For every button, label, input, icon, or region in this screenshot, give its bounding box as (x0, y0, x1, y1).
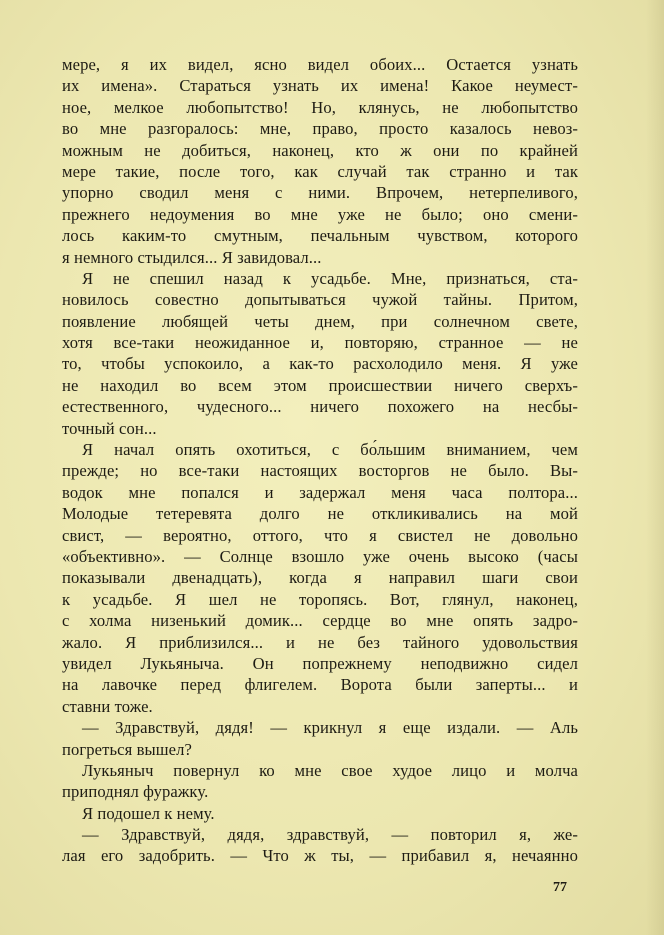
text-line: точный сон... (62, 418, 157, 438)
text-line: то, чтобы успокоило, а как-то расхолодило меня. Я уже (62, 354, 578, 374)
text-line: свист, — вероятно, оттого, что я свистел не довольно (62, 525, 578, 545)
text-line: прежнего недоумения во мне уже не было; оно смени- (62, 204, 578, 224)
text-line: жало. Я приблизился... и не без тайного удовольствия (62, 632, 578, 652)
text-line: Молодые тетеревята долго не откликивались на мой (62, 504, 578, 524)
text-line: — Здравствуй, дядя, здравствуй, — повторил я, же- (82, 825, 578, 845)
text-line: я немного стыдился... Я завидовал... (62, 247, 322, 267)
text-line: — Здравствуй, дядя! — крикнул я еще издали. — Аль (82, 718, 578, 738)
page-body-text (62, 54, 578, 867)
text-line: ставни тоже. (62, 696, 153, 716)
text-line: погреться вышел? (62, 739, 192, 759)
text-line: прежде; но все-таки настоящих восторгов не было. Вы- (62, 461, 578, 481)
text-line: во мне разгоралось: мне, право, просто казалось невоз- (62, 119, 578, 139)
page-edge-shadow (646, 0, 664, 935)
text-line: появление любящей четы днем, при солнечном свете, (62, 311, 578, 331)
text-line: к усадьбе. Я шел не торопясь. Вот, глянул, наконец, (62, 589, 578, 609)
text-line: ное, мелкое любопытство! Но, клянусь, не любопытство (62, 97, 578, 117)
text-line: на лавочке перед флигелем. Ворота были заперты... и (62, 675, 578, 695)
text-line: Я не спешил назад к усадьбе. Мне, признаться, ста- (82, 268, 578, 288)
text-line: их имена». Стараться узнать их имена! Какое неумест- (62, 76, 578, 96)
text-line: мере такие, после того, как случай так странно и так (62, 161, 578, 181)
text-line: с холма низенький домик... сердце во мне опять задро- (62, 611, 578, 631)
text-line: Я начал опять охотиться, с бо́льшим вниманием, чем (82, 440, 578, 460)
text-line: упорно сводил меня с ними. Впрочем, нетерпеливого, (62, 183, 578, 203)
text-line: естественного, чудесного... ничего похожего на несбы- (62, 397, 578, 417)
text-line: увидел Лукьяныча. Он попрежнему неподвижно сидел (62, 653, 578, 673)
text-line: «объективно». — Солнце взошло уже очень высоко (часы (62, 546, 578, 566)
text-line: не находил во всем этом происшествии ничего сверхъ- (62, 375, 578, 395)
text-line: лось каким-то смутным, печальным чувством, которого (62, 226, 578, 246)
text-line: Лукьяныч повернул ко мне свое худое лицо и молча (82, 760, 578, 780)
text-line: лая его задобрить. — Что ж ты, — прибавил я, нечаянно (62, 846, 578, 866)
text-line: водок мне попался и задержал меня часа полтора... (62, 482, 578, 502)
text-line: показывали двенадцать), когда я направил шаги свои (62, 568, 578, 588)
page-number: 77 (553, 880, 567, 895)
text-line: хотя все-таки неожиданное и, повторяю, странное — не (62, 333, 578, 353)
text-line: новилось совестно допытываться чужой тайны. Притом, (62, 290, 578, 310)
text-line: можным не добиться, наконец, кто ж они по крайней (62, 140, 578, 160)
text-line: приподнял фуражку. (62, 782, 209, 802)
text-line: мере, я их видел, ясно видел обоих... Остается узнать (62, 55, 578, 74)
text-line: Я подошел к нему. (82, 803, 215, 823)
